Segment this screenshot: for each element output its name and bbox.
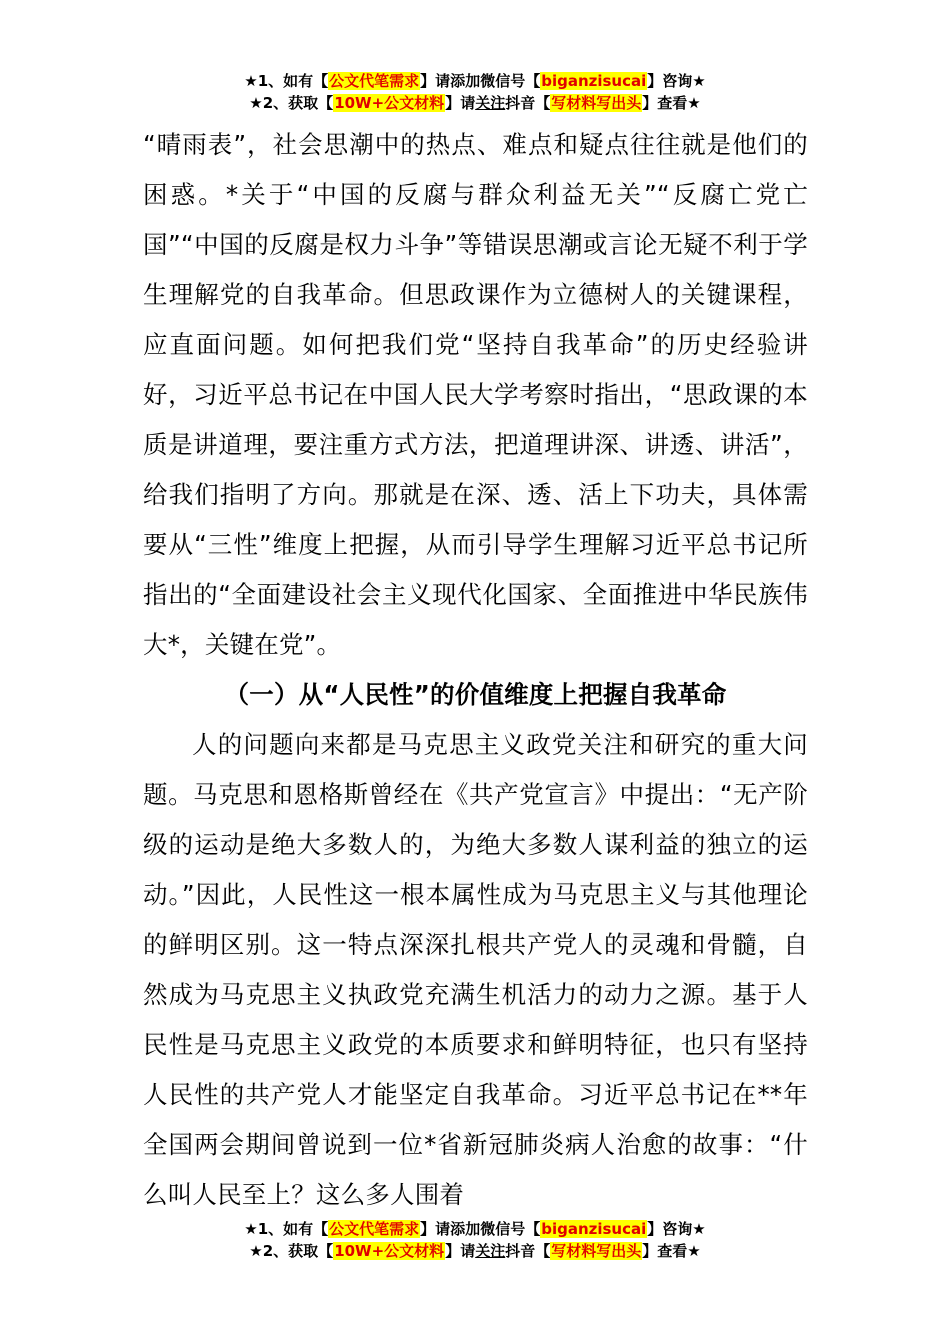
banner-line-2 [0, 1240, 950, 1262]
banner-text-emphasis: 加 [465, 72, 481, 90]
banner-text: ★1、如有【 [244, 72, 329, 90]
paragraph: 人的问题向来都是马克思主义政党关注和研究的重大问题。马克思和恩格斯曾经在《共产党宣言》中提出：“无产阶级的运动是绝大多数人的，为绝大多数人谋利益的独立的运动。”因此，人民性这一根本属性成为马克思主义与其他理论的鲜明区别。这一特点深深扎根共产党人的灵魂和骨髓，自然成为马克思主义执政党充满生机活力的动力之源。基于人民性是马克思主义政党的本质要求和鲜明特征，也只有坚持人民性的共产党人才能坚定自我革命。习近平总书记在**年全国两会期间曾说到一位*省新冠肺炎病人治愈的故事：“什么叫人民至上？这么多人围着 [143, 730, 808, 1209]
banner-text: 】请添 [420, 1220, 466, 1238]
highlight-douyin: 写材料写出头 [551, 94, 642, 112]
banner-text: 微信号【 [480, 1220, 541, 1238]
highlight-materials: 10W+公文材料 [334, 94, 445, 112]
banner-text: 】咨询★ [647, 1220, 706, 1238]
highlight-wechat-id: biganzisucai [541, 72, 647, 90]
section-heading: （一）从“人民性”的价值维度上把握自我革命 [224, 680, 727, 709]
header-banner [0, 70, 950, 114]
document-body [143, 120, 808, 1220]
banner-line-1 [0, 1218, 950, 1240]
banner-text-emphasis: 关注 [475, 1242, 506, 1260]
banner-text: 微信号【 [480, 72, 541, 90]
banner-text: 】请 [445, 1242, 476, 1260]
banner-text: 抖音【 [505, 1242, 551, 1260]
banner-text: 】请 [445, 94, 476, 112]
banner-text: ★2、获取【 [249, 1242, 334, 1260]
banner-line-1 [0, 70, 950, 92]
highlight-materials: 10W+公文材料 [334, 1242, 445, 1260]
banner-text: 抖音【 [505, 94, 551, 112]
highlight-wechat-id: biganzisucai [541, 1220, 647, 1238]
banner-text-emphasis: 加 [465, 1220, 481, 1238]
highlight-service: 公文代笔需求 [329, 1220, 420, 1238]
highlight-douyin: 写材料写出头 [551, 1242, 642, 1260]
banner-text: ★1、如有【 [244, 1220, 329, 1238]
banner-text: 】查看★ [642, 1242, 701, 1260]
banner-text: 】咨询★ [647, 72, 706, 90]
banner-text: 】查看★ [642, 94, 701, 112]
paragraph: “晴雨表”，社会思潮中的热点、难点和疑点往往就是他们的困惑。*关于“中国的反腐与群众利益无关”“反腐亡党亡国”“中国的反腐是权力斗争”等错误思潮或言论无疑不利于学生理解党的自我革命。但思政课作为立德树人的关键课程，应直面问题。如何把我们党“坚持自我革命”的历史经验讲好，习近平总书记在中国人民大学考察时指出，“思政课的本质是讲道理，要注重方式方法，把道理讲深、讲透、讲活”，给我们指明了方向。那就是在深、透、活上下功夫，具体需要从“三性”维度上把握，从而引导学生理解习近平总书记所指出的“全面建设社会主义现代化国家、全面推进中华民族伟大*，关键在党”。 [143, 130, 808, 659]
banner-line-2 [0, 92, 950, 114]
banner-text: ★2、获取【 [249, 94, 334, 112]
banner-text-emphasis: 关注 [475, 94, 506, 112]
highlight-service: 公文代笔需求 [329, 72, 420, 90]
banner-text: 】请添 [420, 72, 466, 90]
footer-banner [0, 1218, 950, 1262]
